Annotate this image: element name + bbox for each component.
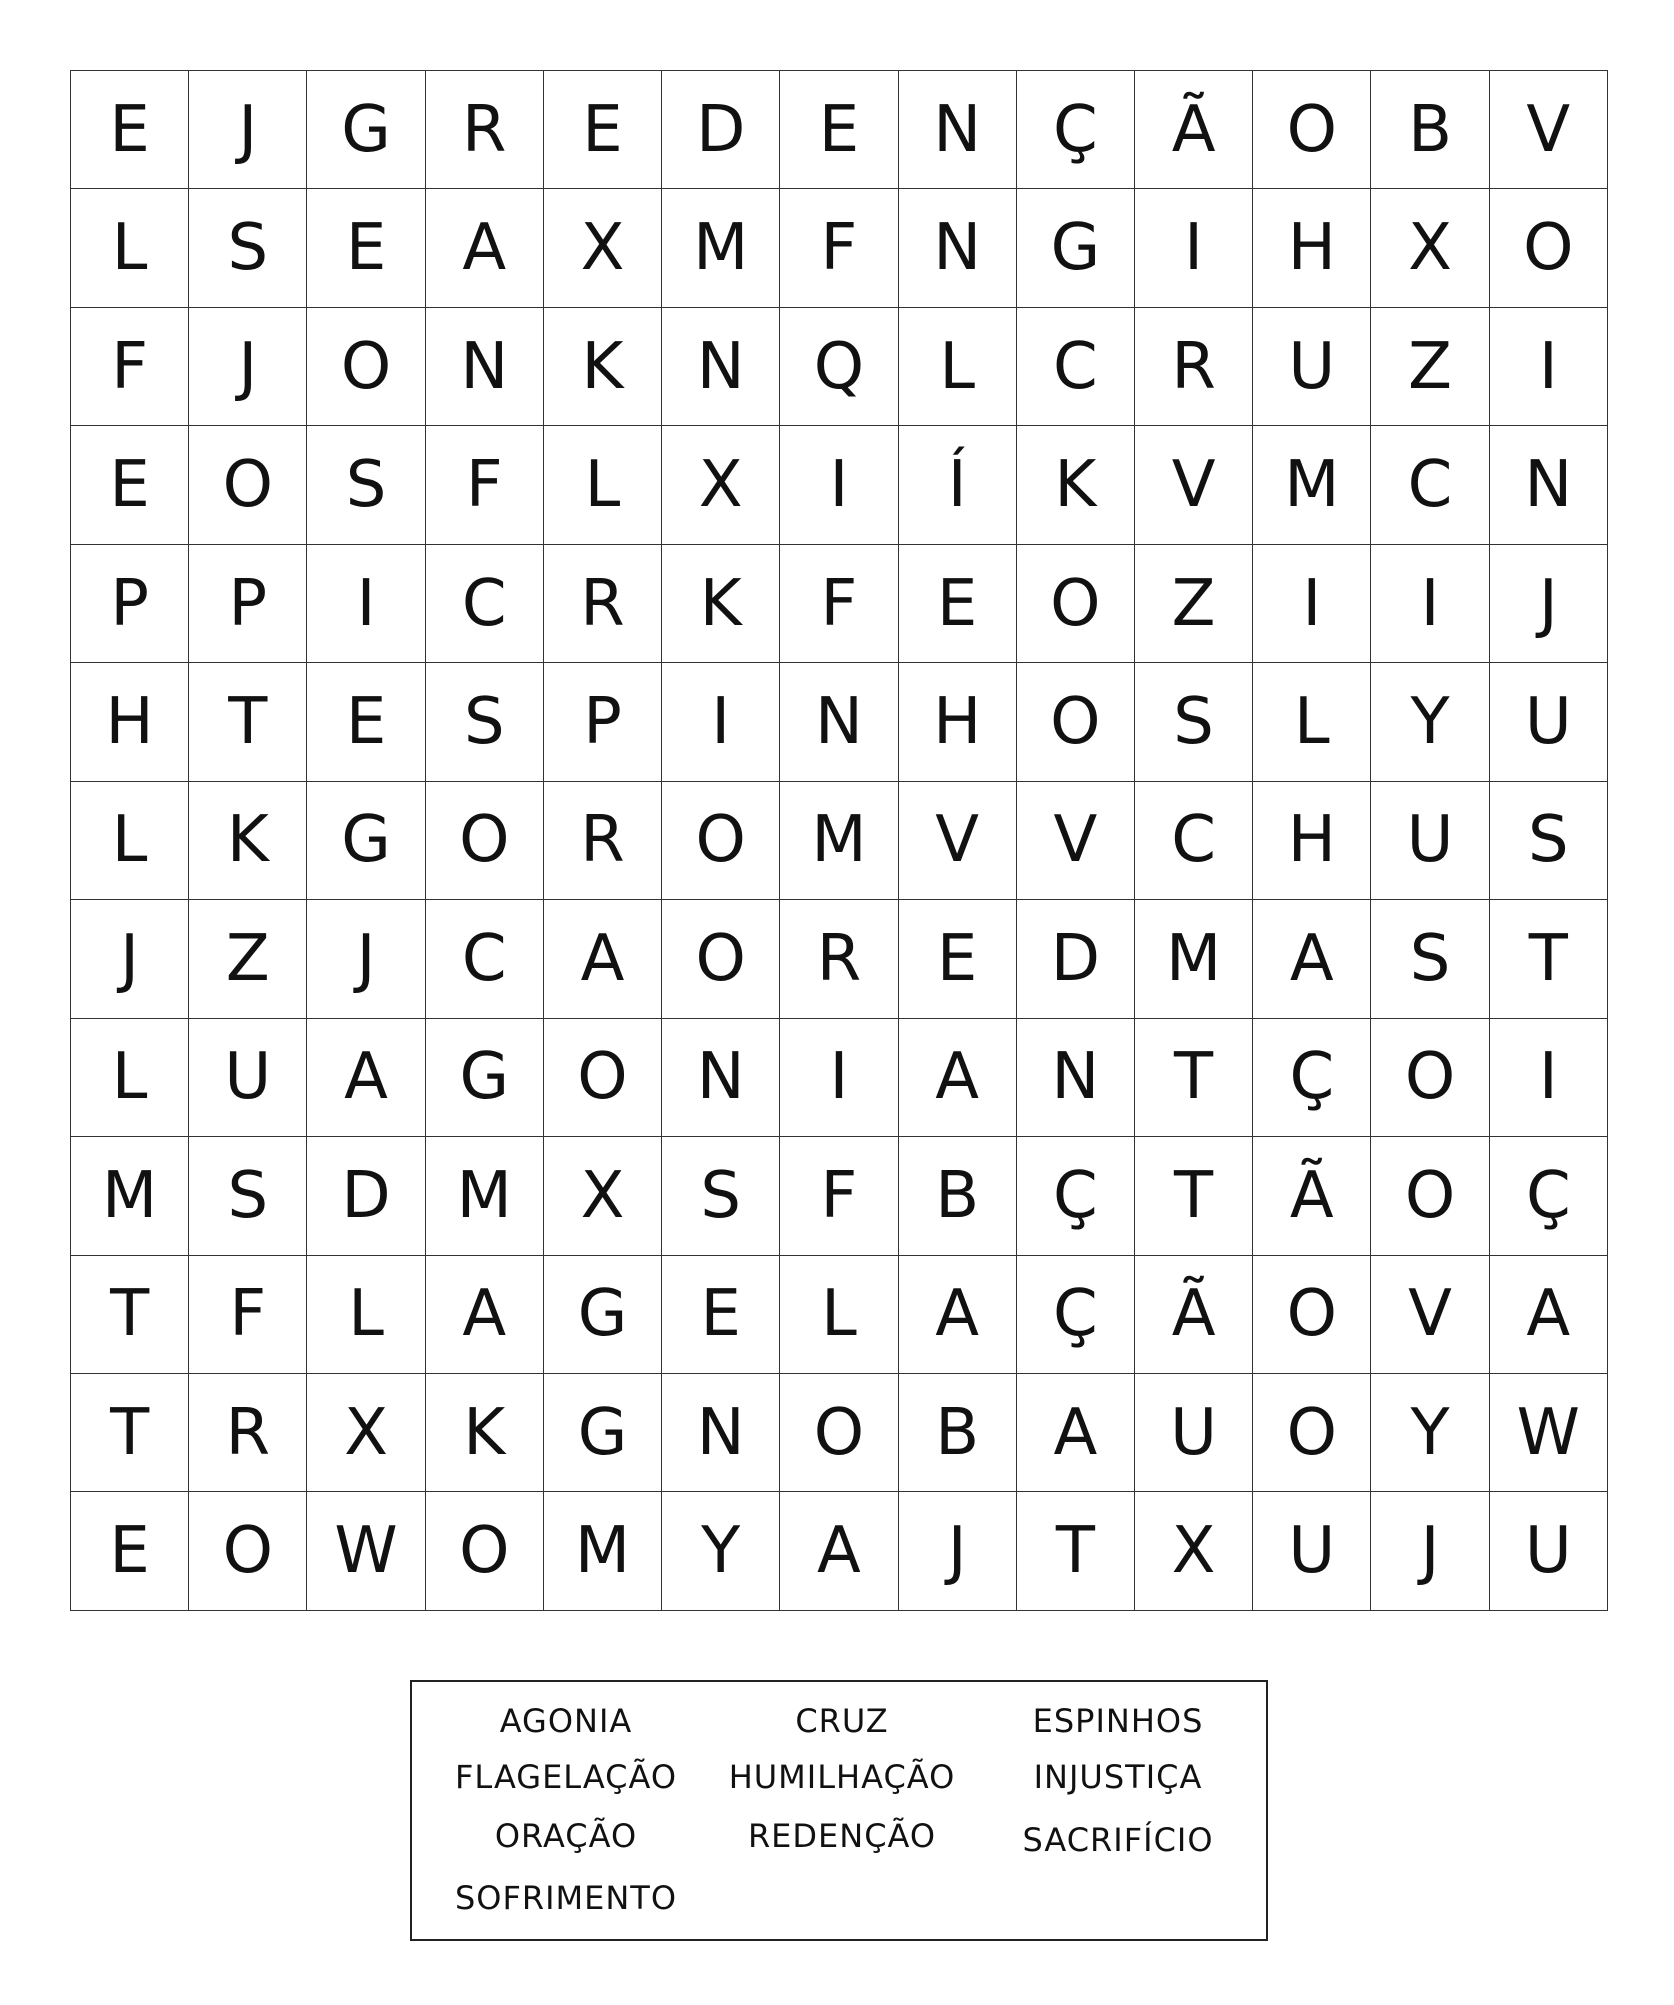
grid-cell[interactable]: J <box>1489 544 1607 662</box>
grid-cell[interactable]: O <box>1489 189 1607 307</box>
grid-cell[interactable]: V <box>1134 426 1252 544</box>
grid-cell[interactable]: Ç <box>1016 1137 1134 1255</box>
grid-cell[interactable]: S <box>189 189 307 307</box>
grid-cell[interactable]: E <box>71 1492 189 1611</box>
grid-cell[interactable]: I <box>1489 1018 1607 1136</box>
grid-cell[interactable]: Y <box>1371 1373 1489 1491</box>
grid-cell[interactable]: R <box>543 544 661 662</box>
grid-cell[interactable]: Y <box>1371 663 1489 781</box>
grid-cell[interactable]: M <box>71 1137 189 1255</box>
grid-cell[interactable]: N <box>662 307 780 425</box>
grid-cell[interactable]: L <box>71 781 189 899</box>
grid-cell[interactable]: K <box>1016 426 1134 544</box>
grid-cell[interactable]: X <box>662 426 780 544</box>
grid-cell[interactable]: I <box>307 544 425 662</box>
grid-cell[interactable]: L <box>898 307 1016 425</box>
grid-cell[interactable]: G <box>543 1255 661 1373</box>
grid-cell[interactable]: G <box>1016 189 1134 307</box>
grid-cell[interactable]: F <box>71 307 189 425</box>
grid-cell[interactable]: M <box>543 1492 661 1611</box>
grid-cell[interactable]: U <box>1253 307 1371 425</box>
grid-cell[interactable]: O <box>1253 1255 1371 1373</box>
grid-row <box>71 426 1608 544</box>
grid-cell[interactable]: L <box>71 189 189 307</box>
grid-cell[interactable]: O <box>1253 1373 1371 1491</box>
grid-row <box>71 1492 1608 1611</box>
grid-cell[interactable]: S <box>1371 900 1489 1018</box>
grid-cell[interactable]: C <box>1371 426 1489 544</box>
word-list-box <box>410 1680 1268 1941</box>
grid-cell[interactable]: V <box>1016 781 1134 899</box>
grid-cell[interactable]: X <box>1134 1492 1252 1611</box>
grid-row <box>71 1137 1608 1255</box>
grid-cell[interactable]: A <box>1489 1255 1607 1373</box>
grid-cell[interactable]: V <box>1371 1255 1489 1373</box>
grid-cell[interactable]: G <box>307 781 425 899</box>
grid-cell[interactable]: M <box>425 1137 543 1255</box>
grid-cell[interactable]: N <box>780 663 898 781</box>
grid-cell[interactable]: A <box>543 900 661 1018</box>
grid-cell[interactable]: M <box>1253 426 1371 544</box>
grid-cell[interactable]: O <box>307 307 425 425</box>
grid-cell[interactable]: P <box>71 544 189 662</box>
grid-cell[interactable]: B <box>898 1137 1016 1255</box>
grid-cell[interactable]: E <box>307 663 425 781</box>
grid-cell[interactable]: O <box>543 1018 661 1136</box>
grid-cell[interactable]: K <box>543 307 661 425</box>
grid-cell[interactable]: A <box>425 189 543 307</box>
grid-cell[interactable]: O <box>662 781 780 899</box>
grid-cell[interactable]: O <box>780 1373 898 1491</box>
grid-cell[interactable]: C <box>1134 781 1252 899</box>
grid-cell[interactable]: L <box>543 426 661 544</box>
grid-cell[interactable]: S <box>662 1137 780 1255</box>
grid-cell[interactable]: I <box>780 1018 898 1136</box>
grid-cell[interactable]: U <box>189 1018 307 1136</box>
grid-cell[interactable]: X <box>307 1373 425 1491</box>
grid-cell[interactable]: A <box>425 1255 543 1373</box>
grid-cell[interactable]: O <box>425 781 543 899</box>
grid-cell[interactable]: O <box>425 1492 543 1611</box>
grid-cell[interactable]: J <box>898 1492 1016 1611</box>
grid-cell[interactable]: I <box>662 663 780 781</box>
grid-cell[interactable]: K <box>425 1373 543 1491</box>
grid-cell[interactable]: X <box>543 189 661 307</box>
grid-cell[interactable]: Ã <box>1134 71 1252 189</box>
word-list-item: AGONIA <box>499 1702 633 1740</box>
grid-cell[interactable]: J <box>189 71 307 189</box>
grid-cell[interactable]: K <box>189 781 307 899</box>
grid-row <box>71 663 1608 781</box>
word-list-item: INJUSTIÇA <box>1033 1758 1203 1796</box>
grid-cell[interactable]: N <box>662 1373 780 1491</box>
grid-cell[interactable]: I <box>1371 544 1489 662</box>
letter-grid-body <box>71 71 1608 1611</box>
grid-cell[interactable]: H <box>1253 781 1371 899</box>
grid-cell[interactable]: E <box>71 71 189 189</box>
grid-row <box>71 900 1608 1018</box>
grid-cell[interactable]: X <box>543 1137 661 1255</box>
grid-cell[interactable]: F <box>780 544 898 662</box>
grid-cell[interactable]: U <box>1134 1373 1252 1491</box>
grid-cell[interactable]: J <box>307 900 425 1018</box>
grid-cell[interactable]: P <box>543 663 661 781</box>
grid-cell[interactable]: C <box>425 544 543 662</box>
grid-cell[interactable]: U <box>1489 1492 1607 1611</box>
grid-cell[interactable]: N <box>898 71 1016 189</box>
grid-cell[interactable]: S <box>1134 663 1252 781</box>
grid-cell[interactable]: F <box>425 426 543 544</box>
word-list-item: ESPINHOS <box>1032 1702 1204 1740</box>
grid-cell[interactable]: C <box>425 900 543 1018</box>
grid-cell[interactable]: A <box>780 1492 898 1611</box>
letter-grid <box>70 70 1608 1611</box>
grid-cell[interactable]: F <box>189 1255 307 1373</box>
grid-cell[interactable]: Ã <box>1134 1255 1252 1373</box>
grid-cell[interactable]: R <box>189 1373 307 1491</box>
grid-cell[interactable]: N <box>898 189 1016 307</box>
grid-cell[interactable]: L <box>71 1018 189 1136</box>
word-list-item: REDENÇÃO <box>747 1817 937 1855</box>
grid-cell[interactable]: H <box>71 663 189 781</box>
grid-cell[interactable]: V <box>1489 71 1607 189</box>
grid-cell[interactable]: E <box>307 189 425 307</box>
grid-cell[interactable]: Í <box>898 426 1016 544</box>
grid-cell[interactable]: Ç <box>1489 1137 1607 1255</box>
grid-row <box>71 307 1608 425</box>
grid-cell[interactable]: E <box>898 544 1016 662</box>
grid-cell[interactable]: N <box>1016 1018 1134 1136</box>
grid-cell[interactable]: O <box>1016 663 1134 781</box>
grid-cell[interactable]: L <box>780 1255 898 1373</box>
grid-cell[interactable]: D <box>307 1137 425 1255</box>
grid-cell[interactable]: R <box>425 71 543 189</box>
grid-cell[interactable]: W <box>307 1492 425 1611</box>
grid-cell[interactable]: T <box>1134 1137 1252 1255</box>
grid-cell[interactable]: O <box>1253 71 1371 189</box>
grid-cell[interactable]: T <box>71 1373 189 1491</box>
grid-cell[interactable]: S <box>189 1137 307 1255</box>
grid-cell[interactable]: E <box>780 71 898 189</box>
word-list-item: FLAGELAÇÃO <box>454 1758 678 1796</box>
grid-cell[interactable]: M <box>662 189 780 307</box>
grid-cell[interactable]: S <box>425 663 543 781</box>
grid-cell[interactable]: U <box>1371 781 1489 899</box>
grid-cell[interactable]: T <box>1489 900 1607 1018</box>
grid-cell[interactable]: B <box>1371 71 1489 189</box>
grid-cell[interactable]: S <box>307 426 425 544</box>
grid-cell[interactable]: Y <box>662 1492 780 1611</box>
grid-row <box>71 189 1608 307</box>
grid-row <box>71 1255 1608 1373</box>
grid-cell[interactable]: R <box>543 781 661 899</box>
grid-cell[interactable]: O <box>189 1492 307 1611</box>
grid-cell[interactable]: C <box>1016 307 1134 425</box>
grid-cell[interactable]: M <box>780 781 898 899</box>
grid-cell[interactable]: T <box>1016 1492 1134 1611</box>
grid-cell[interactable]: H <box>1253 189 1371 307</box>
grid-cell[interactable]: J <box>1371 1492 1489 1611</box>
grid-cell[interactable]: O <box>1371 1137 1489 1255</box>
grid-cell[interactable]: U <box>1489 663 1607 781</box>
grid-cell[interactable]: O <box>1371 1018 1489 1136</box>
grid-row <box>71 1373 1608 1491</box>
grid-cell[interactable]: E <box>543 71 661 189</box>
grid-cell[interactable]: A <box>307 1018 425 1136</box>
grid-row <box>71 781 1608 899</box>
grid-cell[interactable]: J <box>189 307 307 425</box>
word-list-item: HUMILHAÇÃO <box>728 1758 956 1796</box>
grid-cell[interactable]: A <box>898 1018 1016 1136</box>
grid-cell[interactable]: N <box>425 307 543 425</box>
grid-cell[interactable]: E <box>662 1255 780 1373</box>
grid-cell[interactable]: K <box>662 544 780 662</box>
grid-cell[interactable]: R <box>780 900 898 1018</box>
word-list-item: CRUZ <box>795 1702 889 1740</box>
grid-cell[interactable]: A <box>1253 900 1371 1018</box>
grid-cell[interactable]: Ç <box>1253 1018 1371 1136</box>
word-list-item: SACRIFÍCIO <box>1022 1821 1214 1859</box>
grid-cell[interactable]: W <box>1489 1373 1607 1491</box>
grid-cell[interactable]: I <box>1253 544 1371 662</box>
grid-cell[interactable]: P <box>189 544 307 662</box>
grid-cell[interactable]: F <box>780 189 898 307</box>
grid-cell[interactable]: E <box>71 426 189 544</box>
grid-cell[interactable]: Z <box>189 900 307 1018</box>
grid-cell[interactable]: U <box>1253 1492 1371 1611</box>
grid-cell[interactable]: J <box>71 900 189 1018</box>
grid-cell[interactable]: T <box>71 1255 189 1373</box>
grid-cell[interactable]: N <box>1489 426 1607 544</box>
grid-cell[interactable]: O <box>189 426 307 544</box>
grid-cell[interactable]: T <box>189 663 307 781</box>
grid-cell[interactable]: L <box>307 1255 425 1373</box>
grid-row <box>71 71 1608 189</box>
grid-cell[interactable]: B <box>898 1373 1016 1491</box>
word-list-item: ORAÇÃO <box>494 1817 638 1855</box>
grid-cell[interactable]: R <box>1134 307 1252 425</box>
grid-cell[interactable]: D <box>662 71 780 189</box>
grid-cell[interactable]: V <box>898 781 1016 899</box>
grid-cell[interactable]: N <box>662 1018 780 1136</box>
grid-cell[interactable]: Ç <box>1016 1255 1134 1373</box>
grid-cell[interactable]: T <box>1134 1018 1252 1136</box>
grid-cell[interactable]: I <box>1489 307 1607 425</box>
grid-row <box>71 544 1608 662</box>
grid-cell[interactable]: Z <box>1134 544 1252 662</box>
grid-cell[interactable]: O <box>1016 544 1134 662</box>
grid-cell[interactable]: L <box>1253 663 1371 781</box>
word-list-item: SOFRIMENTO <box>454 1879 678 1917</box>
grid-cell[interactable]: G <box>425 1018 543 1136</box>
grid-cell[interactable]: I <box>1134 189 1252 307</box>
grid-row <box>71 1018 1608 1136</box>
grid-cell[interactable]: D <box>1016 900 1134 1018</box>
grid-cell[interactable]: A <box>1016 1373 1134 1491</box>
grid-cell[interactable]: E <box>898 900 1016 1018</box>
grid-cell[interactable]: I <box>780 426 898 544</box>
grid-cell[interactable]: S <box>1489 781 1607 899</box>
grid-cell[interactable]: Ã <box>1253 1137 1371 1255</box>
grid-cell[interactable]: Z <box>1371 307 1489 425</box>
grid-cell[interactable]: H <box>898 663 1016 781</box>
grid-cell[interactable]: Q <box>780 307 898 425</box>
grid-cell[interactable]: X <box>1371 189 1489 307</box>
grid-cell[interactable]: G <box>307 71 425 189</box>
grid-cell[interactable]: M <box>1134 900 1252 1018</box>
grid-cell[interactable]: A <box>898 1255 1016 1373</box>
grid-cell[interactable]: G <box>543 1373 661 1491</box>
grid-cell[interactable]: Ç <box>1016 71 1134 189</box>
grid-cell[interactable]: O <box>662 900 780 1018</box>
grid-cell[interactable]: F <box>780 1137 898 1255</box>
